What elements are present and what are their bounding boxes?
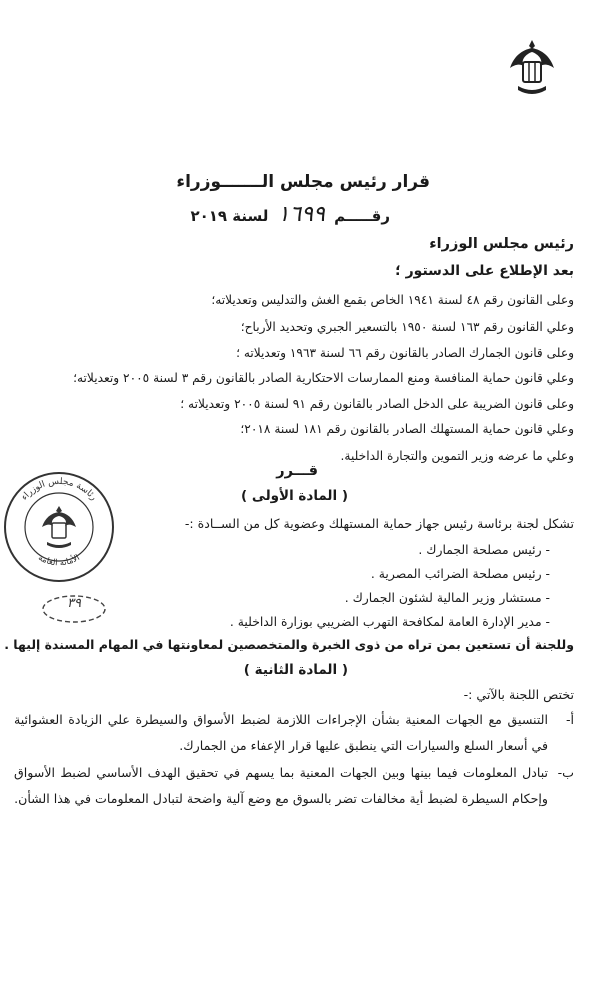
seal-eagle-icon <box>42 506 76 548</box>
task-label: ب- <box>557 765 574 780</box>
recital: وعلي قانون حماية المنافسة ومنع الممارسات الاحتكارية الصادر بالقانون رقم ٣ لسنة ٢٠٠٥ وتعديلاته؛ <box>73 371 574 385</box>
article-1-heading: ( المادة الأولى ) <box>241 488 348 504</box>
recital: وعلى قانون الضريبة على الدخل الصادر بالقانون رقم ٩١ لسنة ٢٠٠٥ وتعديلاته ؛ <box>180 397 574 411</box>
decree-title: قرار رئيس مجلس الـــــــوزراء <box>176 172 430 192</box>
recital: وعلى القانون رقم ٤٨ لسنة ١٩٤١ الخاص بقمع الغش والتدليس وتعديلاته؛ <box>211 293 574 307</box>
number-prefix: رقـــــم <box>334 207 390 225</box>
issuer: رئيس مجلس الوزراء <box>429 236 574 252</box>
handwritten-note: ٣٩ <box>67 596 81 611</box>
task-text: تبادل المعلومات فيما بينها وبين الجهات المعنية بما يسهم في تحقيق الهدف الأساسي لضبط الأسواق وإحكام السيطرة لضبط أية مخالفات تضر بالسوق مع وضع آلية واضحة لتبادل المعلومات في هذا الشأن. <box>14 765 548 806</box>
after-review: بعد الإطلاع على الدستور ؛ <box>395 263 574 279</box>
recital: وعلي ما عرضه وزير التموين والتجارة الداخلية. <box>340 449 574 463</box>
decree-year: لسنة ٢٠١٩ <box>190 207 269 225</box>
task-item <box>14 760 574 812</box>
article-1-intro: تشكل لجنة برئاسة رئيس جهاز حماية المستهلك وعضوية كل من الســادة :- <box>184 516 574 531</box>
decree-number: ١٦٩٩ <box>277 202 325 227</box>
seal-bottom-text: الأمانة العامة <box>36 552 82 569</box>
member-item: - مدير الإدارة العامة لمكافحة التهرب الضريبي بوزارة الداخلية . <box>229 614 550 629</box>
official-seal <box>2 470 116 584</box>
recital: وعلى قانون الجمارك الصادر بالقانون رقم ٦٦ لسنة ١٩٦٣ وتعديلاته ؛ <box>236 346 574 360</box>
recital: وعلي القانون رقم ١٦٣ لسنة ١٩٥٠ بالتسعير الجبري وتحديد الأرباح؛ <box>240 320 574 334</box>
recital: وعلي قانون حماية المستهلك الصادر بالقانون رقم ١٨١ لسنة ٢٠١٨؛ <box>240 422 574 436</box>
coat-of-arms-icon <box>508 34 556 100</box>
member-item: - مستشار وزير المالية لشئون الجمارك . <box>344 590 550 605</box>
member-item: - رئيس مصلحة الضرائب المصرية . <box>370 566 550 581</box>
article-2-intro: تختص اللجنة بالآتي :- <box>463 687 574 702</box>
member-item: - رئيس مصلحة الجمارك . <box>418 542 550 557</box>
seal-ring-text: رئاسة مجلس الوزراء <box>19 476 99 503</box>
article-1-allowance: وللجنة أن تستعين بمن تراه من ذوى الخبرة والمتخصصين لمعاونتها في المهام المسندة إليها . <box>4 637 574 652</box>
task-text: التنسيق مع الجهات المعنية بشأن الإجراءات اللازمة لضبط الأسواق والسيطرة علي الزيادة العشوائية في أسعار السلع والسيارات التي ينطبق عليها قرار الإعفاء من الجمارك. <box>14 712 548 753</box>
task-item <box>14 707 574 759</box>
decision-word: قـــرر <box>276 463 318 479</box>
decree-number-line <box>190 202 390 227</box>
task-label: أ- <box>565 712 574 727</box>
article-2-heading: ( المادة الثانية ) <box>243 662 348 678</box>
